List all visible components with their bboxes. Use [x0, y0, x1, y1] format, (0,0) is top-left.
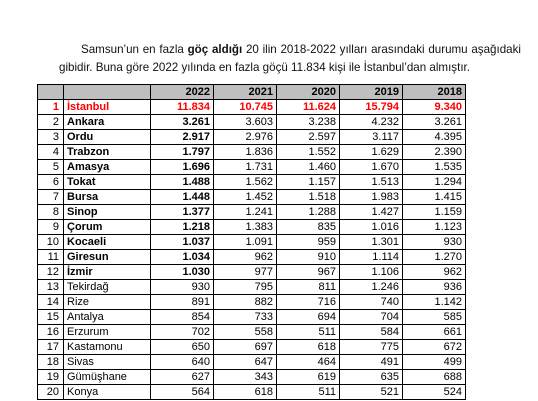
row-value: 1.377	[151, 205, 214, 220]
row-city: Antalya	[64, 310, 151, 325]
row-value: 1.629	[340, 145, 403, 160]
table-row	[38, 370, 466, 385]
row-index: 3	[38, 130, 64, 145]
row-city: Giresun	[64, 250, 151, 265]
row-value: 1.114	[340, 250, 403, 265]
row-value: 716	[277, 295, 340, 310]
row-value: 882	[214, 295, 277, 310]
table-row	[38, 115, 466, 130]
table-row	[38, 355, 466, 370]
intro-paragraph	[59, 41, 521, 77]
row-value: 15.794	[340, 100, 403, 115]
row-value: 795	[214, 280, 277, 295]
row-index: 6	[38, 175, 64, 190]
table-row	[38, 295, 466, 310]
row-value: 2.597	[277, 130, 340, 145]
row-value: 1.797	[151, 145, 214, 160]
row-value: 910	[277, 250, 340, 265]
row-city: Sivas	[64, 355, 151, 370]
row-value: 1.518	[277, 190, 340, 205]
row-value: 521	[340, 385, 403, 400]
row-value: 1.016	[340, 220, 403, 235]
row-city: Erzurum	[64, 325, 151, 340]
table-row	[38, 280, 466, 295]
row-value: 524	[403, 385, 466, 400]
row-index: 10	[38, 235, 64, 250]
row-index: 9	[38, 220, 64, 235]
row-value: 1.159	[403, 205, 466, 220]
row-value: 585	[403, 310, 466, 325]
row-value: 11.624	[277, 100, 340, 115]
row-value: 688	[403, 370, 466, 385]
row-city: Sinop	[64, 205, 151, 220]
intro-text-1: Samsun’un en fazla	[81, 43, 188, 56]
row-city: Amasya	[64, 160, 151, 175]
row-value: 775	[340, 340, 403, 355]
row-value: 627	[151, 370, 214, 385]
header-year-2021: 2021	[214, 85, 277, 100]
row-value: 1.427	[340, 205, 403, 220]
table-row	[38, 250, 466, 265]
row-index: 18	[38, 355, 64, 370]
row-index: 14	[38, 295, 64, 310]
row-city: Kocaeli	[64, 235, 151, 250]
row-value: 618	[214, 385, 277, 400]
row-value: 1.246	[340, 280, 403, 295]
row-value: 1.288	[277, 205, 340, 220]
row-value: 3.261	[403, 115, 466, 130]
table-row	[38, 265, 466, 280]
row-city: İzmir	[64, 265, 151, 280]
table-header-row	[38, 85, 466, 100]
table-row	[38, 385, 466, 400]
table-row	[38, 205, 466, 220]
row-value: 1.037	[151, 235, 214, 250]
row-value: 635	[340, 370, 403, 385]
table-row	[38, 175, 466, 190]
table-row	[38, 145, 466, 160]
row-value: 564	[151, 385, 214, 400]
table-row	[38, 325, 466, 340]
row-value: 1.513	[340, 175, 403, 190]
row-value: 1.218	[151, 220, 214, 235]
row-city: İstanbul	[64, 100, 151, 115]
row-value: 343	[214, 370, 277, 385]
row-index: 20	[38, 385, 64, 400]
row-index: 5	[38, 160, 64, 175]
row-value: 491	[340, 355, 403, 370]
row-value: 3.117	[340, 130, 403, 145]
row-value: 1.241	[214, 205, 277, 220]
table-row	[38, 220, 466, 235]
row-city: Ordu	[64, 130, 151, 145]
row-value: 1.448	[151, 190, 214, 205]
header-year-2022: 2022	[151, 85, 214, 100]
row-value: 959	[277, 235, 340, 250]
row-value: 4.232	[340, 115, 403, 130]
table-row	[38, 310, 466, 325]
row-value: 464	[277, 355, 340, 370]
intro-text-2: 20 ilin 2018-2022 yılları arasındaki durumu aşağıdaki gibidir. Buna göre 2022 yılında en fazla göçü 11.834 kişi ile İstanbul’dan almıştır.	[59, 43, 521, 74]
row-value: 3.238	[277, 115, 340, 130]
header-year-2018: 2018	[403, 85, 466, 100]
row-value: 3.261	[151, 115, 214, 130]
row-value: 2.976	[214, 130, 277, 145]
row-city: Konya	[64, 385, 151, 400]
table-row	[38, 235, 466, 250]
row-value: 1.091	[214, 235, 277, 250]
row-index: 13	[38, 280, 64, 295]
row-value: 9.340	[403, 100, 466, 115]
row-value: 1.535	[403, 160, 466, 175]
row-value: 619	[277, 370, 340, 385]
row-index: 16	[38, 325, 64, 340]
row-value: 11.834	[151, 100, 214, 115]
row-value: 1.552	[277, 145, 340, 160]
migration-table	[37, 84, 466, 400]
row-value: 3.603	[214, 115, 277, 130]
row-city: Trabzon	[64, 145, 151, 160]
row-value: 511	[277, 385, 340, 400]
row-city: Tokat	[64, 175, 151, 190]
row-value: 1.731	[214, 160, 277, 175]
row-value: 584	[340, 325, 403, 340]
table-row	[38, 340, 466, 355]
row-index: 2	[38, 115, 64, 130]
row-value: 511	[277, 325, 340, 340]
row-value: 650	[151, 340, 214, 355]
header-index	[38, 85, 64, 100]
row-city: Çorum	[64, 220, 151, 235]
header-city	[64, 85, 151, 100]
row-value: 672	[403, 340, 466, 355]
row-index: 11	[38, 250, 64, 265]
row-value: 835	[277, 220, 340, 235]
header-year-2019: 2019	[340, 85, 403, 100]
row-value: 499	[403, 355, 466, 370]
row-value: 647	[214, 355, 277, 370]
row-value: 733	[214, 310, 277, 325]
row-value: 661	[403, 325, 466, 340]
row-value: 640	[151, 355, 214, 370]
header-year-2020: 2020	[277, 85, 340, 100]
row-value: 977	[214, 265, 277, 280]
row-index: 12	[38, 265, 64, 280]
row-value: 702	[151, 325, 214, 340]
row-value: 1.123	[403, 220, 466, 235]
row-city: Bursa	[64, 190, 151, 205]
row-value: 1.301	[340, 235, 403, 250]
intro-bold-text: göç aldığı	[187, 43, 243, 56]
row-value: 962	[214, 250, 277, 265]
table-row	[38, 190, 466, 205]
row-value: 1.142	[403, 295, 466, 310]
row-value: 1.562	[214, 175, 277, 190]
row-city: Ankara	[64, 115, 151, 130]
row-value: 1.696	[151, 160, 214, 175]
row-index: 4	[38, 145, 64, 160]
row-value: 1.670	[340, 160, 403, 175]
row-value: 697	[214, 340, 277, 355]
row-value: 740	[340, 295, 403, 310]
row-index: 1	[38, 100, 64, 115]
table-row	[38, 160, 466, 175]
table-row	[38, 100, 466, 115]
row-value: 2.390	[403, 145, 466, 160]
row-value: 930	[403, 235, 466, 250]
row-value: 891	[151, 295, 214, 310]
row-value: 2.917	[151, 130, 214, 145]
row-value: 704	[340, 310, 403, 325]
row-city: Tekirdağ	[64, 280, 151, 295]
row-value: 1.030	[151, 265, 214, 280]
row-value: 4.395	[403, 130, 466, 145]
table-row	[38, 130, 466, 145]
row-value: 962	[403, 265, 466, 280]
row-value: 811	[277, 280, 340, 295]
row-value: 1.106	[340, 265, 403, 280]
row-value: 10.745	[214, 100, 277, 115]
row-value: 854	[151, 310, 214, 325]
row-index: 8	[38, 205, 64, 220]
row-value: 558	[214, 325, 277, 340]
row-index: 15	[38, 310, 64, 325]
row-value: 694	[277, 310, 340, 325]
row-value: 1.460	[277, 160, 340, 175]
row-value: 1.452	[214, 190, 277, 205]
row-value: 618	[277, 340, 340, 355]
row-city: Rize	[64, 295, 151, 310]
row-city: Kastamonu	[64, 340, 151, 355]
row-value: 1.270	[403, 250, 466, 265]
row-value: 930	[151, 280, 214, 295]
row-value: 1.415	[403, 190, 466, 205]
row-value: 936	[403, 280, 466, 295]
row-value: 1.157	[277, 175, 340, 190]
row-index: 7	[38, 190, 64, 205]
row-index: 17	[38, 340, 64, 355]
row-value: 1.836	[214, 145, 277, 160]
row-city: Gümüşhane	[64, 370, 151, 385]
row-value: 1.034	[151, 250, 214, 265]
row-value: 967	[277, 265, 340, 280]
row-value: 1.488	[151, 175, 214, 190]
row-value: 1.983	[340, 190, 403, 205]
row-value: 1.383	[214, 220, 277, 235]
row-index: 19	[38, 370, 64, 385]
row-value: 1.294	[403, 175, 466, 190]
